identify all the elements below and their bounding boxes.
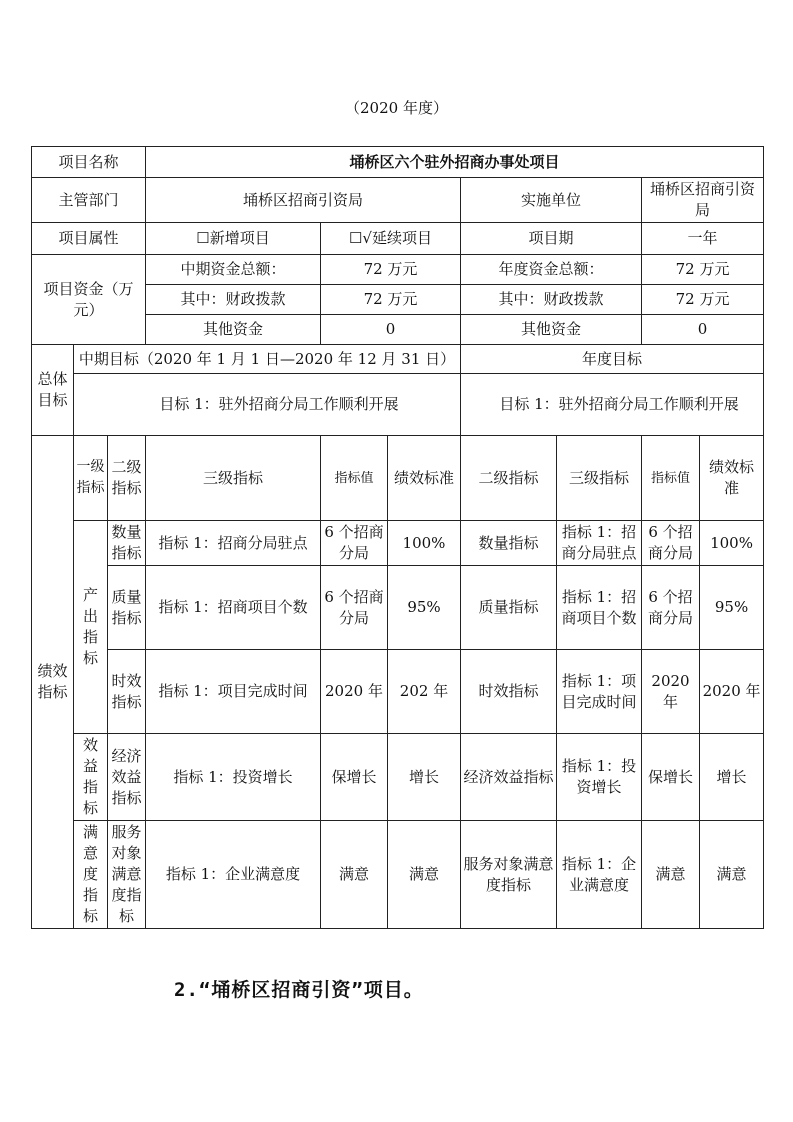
year-label: （2020 年度） [345, 99, 448, 117]
year-level2: 经济效益指标 [461, 734, 557, 821]
row-project-name [32, 147, 764, 178]
indicator-row [32, 734, 764, 821]
year-fiscal: 72 万元 [642, 285, 764, 315]
indicator-standard: 100% [388, 521, 461, 566]
dept-label: 主管部门 [32, 178, 146, 223]
satisfaction-label: 满意度指标 [74, 821, 108, 929]
funds-label: 项目资金（万元） [32, 255, 146, 345]
row-funds-total [32, 255, 764, 285]
row-goals [32, 374, 764, 436]
level2: 时效指标 [108, 650, 146, 734]
level2: 服务对象满意度指标 [108, 821, 146, 929]
level2: 数量指标 [108, 521, 146, 566]
performance-table [31, 146, 764, 929]
year-total-label: 年度资金总额： [461, 255, 642, 285]
indicator-value: 6 个招商分局 [321, 566, 388, 650]
header-level3: 三级指标 [146, 436, 321, 521]
year-other: 0 [642, 315, 764, 345]
mid-total-label: 中期资金总额： [146, 255, 321, 285]
year-indicator-standard: 100% [700, 521, 764, 566]
header-value: 指标值 [321, 436, 388, 521]
header-year-value: 指标值 [642, 436, 700, 521]
year-indicator-standard: 满意 [700, 821, 764, 929]
indicator-value: 6 个招商分局 [321, 521, 388, 566]
indicator-standard: 增长 [388, 734, 461, 821]
indicators-label: 绩效指标 [32, 436, 74, 929]
section-heading: 2.“埇桥区招商引资”项目。 [174, 979, 424, 1001]
year-level3: 指标 1：投资增长 [557, 734, 642, 821]
year-level3: 指标 1：项目完成时间 [557, 650, 642, 734]
year-indicator-value: 2020 年 [642, 650, 700, 734]
indicator-standard: 202 年 [388, 650, 461, 734]
mid-goal-header: 中期目标（2020 年 1 月 1 日—2020 年 12 月 31 日） [74, 345, 461, 374]
year-level3: 指标 1：招商项目个数 [557, 566, 642, 650]
row-goals-header [32, 345, 764, 374]
row-dept [32, 178, 764, 223]
year-indicator-standard: 增长 [700, 734, 764, 821]
header-year-standard: 绩效标准 [700, 436, 764, 521]
year-level2: 服务对象满意度指标 [461, 821, 557, 929]
year-fiscal-label: 其中：财政拨款 [461, 285, 642, 315]
attr-label: 项目属性 [32, 223, 146, 255]
indicator-standard: 满意 [388, 821, 461, 929]
mid-other: 0 [321, 315, 461, 345]
indicator-value: 满意 [321, 821, 388, 929]
period-label: 项目期 [461, 223, 642, 255]
row-indicator-header [32, 436, 764, 521]
year-goal: 目标 1：驻外招商分局工作顺利开展 [461, 374, 764, 436]
indicator-row [32, 566, 764, 650]
level3: 指标 1：企业满意度 [146, 821, 321, 929]
year-level3: 指标 1：企业满意度 [557, 821, 642, 929]
unit-label: 实施单位 [461, 178, 642, 223]
year-total: 72 万元 [642, 255, 764, 285]
level3: 指标 1：招商项目个数 [146, 566, 321, 650]
year-level2: 数量指标 [461, 521, 557, 566]
indicator-standard: 95% [388, 566, 461, 650]
benefit-label: 效益指标 [74, 734, 108, 821]
year-indicator-value: 6 个招商分局 [642, 521, 700, 566]
indicator-row [32, 521, 764, 566]
year-level3: 指标 1：招商分局驻点 [557, 521, 642, 566]
header-standard: 绩效标准 [388, 436, 461, 521]
indicator-value: 2020 年 [321, 650, 388, 734]
indicator-row [32, 650, 764, 734]
level3: 指标 1：招商分局驻点 [146, 521, 321, 566]
level2: 经济效益指标 [108, 734, 146, 821]
mid-fiscal-label: 其中：财政拨款 [146, 285, 321, 315]
header-year-level2: 二级指标 [461, 436, 557, 521]
unit-value: 埇桥区招商引资局 [642, 178, 764, 223]
year-indicator-value: 满意 [642, 821, 700, 929]
indicator-value: 保增长 [321, 734, 388, 821]
mid-fiscal: 72 万元 [321, 285, 461, 315]
year-indicator-standard: 2020 年 [700, 650, 764, 734]
output-label: 产出指标 [74, 521, 108, 734]
mid-total: 72 万元 [321, 255, 461, 285]
indicator-row [32, 821, 764, 929]
year-goal-header: 年度目标 [461, 345, 764, 374]
level2: 质量指标 [108, 566, 146, 650]
goals-label: 总体目标 [32, 345, 74, 436]
year-indicator-value: 保增长 [642, 734, 700, 821]
year-other-label: 其他资金 [461, 315, 642, 345]
level3: 指标 1：项目完成时间 [146, 650, 321, 734]
mid-goal: 目标 1：驻外招商分局工作顺利开展 [74, 374, 461, 436]
year-level2: 质量指标 [461, 566, 557, 650]
level3: 指标 1：投资增长 [146, 734, 321, 821]
year-indicator-standard: 95% [700, 566, 764, 650]
row-attr [32, 223, 764, 255]
project-name: 埇桥区六个驻外招商办事处项目 [146, 147, 764, 178]
attr-continued: ☐√延续项目 [321, 223, 461, 255]
mid-other-label: 其他资金 [146, 315, 321, 345]
header-level2: 二级指标 [108, 436, 146, 521]
attr-new: ☐新增项目 [146, 223, 321, 255]
period-value: 一年 [642, 223, 764, 255]
year-indicator-value: 6 个招商分局 [642, 566, 700, 650]
header-level1: 一级指标 [74, 436, 108, 521]
dept-value: 埇桥区招商引资局 [146, 178, 461, 223]
header-year-level3: 三级指标 [557, 436, 642, 521]
year-level2: 时效指标 [461, 650, 557, 734]
project-name-label: 项目名称 [32, 147, 146, 178]
